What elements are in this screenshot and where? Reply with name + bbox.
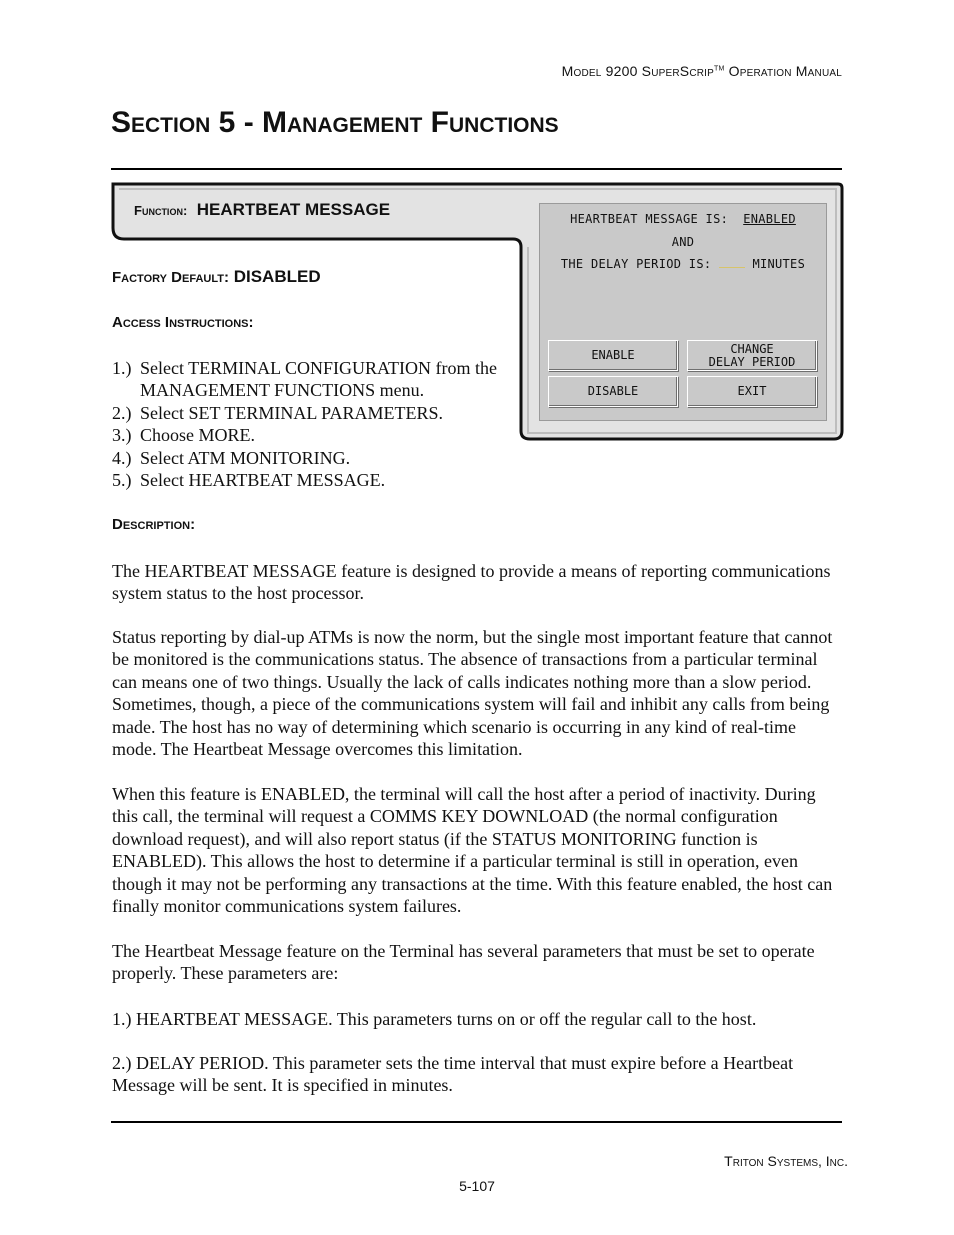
access-instructions-heading: Access Instructions: — [112, 314, 254, 331]
step-text: Select HEARTBEAT MESSAGE. — [140, 470, 386, 491]
running-title-text: Model 9200 SuperScrip — [561, 63, 715, 79]
list-item — [112, 402, 520, 424]
top-rule — [111, 168, 842, 170]
delay-value-blank — [719, 257, 745, 268]
access-steps — [112, 357, 520, 491]
step-text: Select TERMINAL CONFIGURATION from the MANAGEMENT FUNCTIONS menu. — [140, 358, 497, 401]
description-paragraph: Status reporting by dial-up ATMs is now the norm, but the single most important feature that cannot be monitored is the communications status. The absence of transactions from a particular terminal can means one of two things. Usually the lack of calls indicates nothing more than a slow period. Sometimes, though, a piece of the communications system will fail and inhibit any calls from being made. The host has no way of determining which scenario is occurring in any kind of real-time mode. The Heartbeat Message overcomes this limitation. — [112, 627, 833, 760]
list-item — [112, 357, 520, 402]
parameter-delay-period: 2.) DELAY PERIOD. This parameter sets the time interval that must expire before a Heartbeat Message will be sent. It is specified in minutes. — [112, 1053, 794, 1096]
running-title-text-end: Operation Manual — [724, 63, 842, 79]
function-label-key: Function: — [134, 203, 188, 218]
list-item — [112, 469, 520, 491]
description-paragraph: When this feature is ENABLED, the terminal will call the host after a period of inactivity. During this call, the terminal will request a COMMS KEY DOWNLOAD (the normal configuration download request), and will also report status (if the STATUS MONITORING function is ENABLED). This allows the host to determine if a particular terminal is still in operation, even though it may not be performing any transactions at the time. With this feature enabled, the host can finally monitor communications system failures. — [112, 784, 833, 917]
list-item — [112, 424, 520, 446]
parameter-heartbeat-message: 1.) HEARTBEAT MESSAGE. This parameters turns on or off the regular call to the host. — [112, 1009, 757, 1029]
factory-default-value: DISABLED — [233, 267, 321, 286]
function-name: HEARTBEAT MESSAGE — [196, 200, 391, 219]
list-item — [112, 447, 520, 469]
step-number: 2.) — [112, 402, 132, 423]
screen-line-status — [540, 212, 826, 226]
screen-line-and: AND — [671, 235, 695, 249]
section-title: Section 5 - Management Functions — [111, 106, 559, 139]
atm-screen — [539, 203, 827, 421]
step-number: 1.) — [112, 358, 132, 378]
enable-button[interactable]: ENABLE — [548, 340, 678, 371]
screen-delay-label: THE DELAY PERIOD IS: — [560, 257, 712, 271]
screen-status-label: HEARTBEAT MESSAGE IS: — [570, 212, 729, 226]
factory-default-label: Factory Default: — [112, 269, 229, 286]
factory-default — [112, 267, 321, 287]
screen-status-value: ENABLED — [743, 212, 796, 226]
description-heading: Description: — [112, 516, 196, 533]
bottom-rule — [111, 1121, 842, 1123]
step-text: Select ATM MONITORING. — [140, 447, 351, 468]
description-paragraph: The Heartbeat Message feature on the Terminal has several parameters that must be set to operate properly. These parameters are: — [112, 941, 815, 984]
change-delay-period-button[interactable]: CHANGE DELAY PERIOD — [687, 340, 817, 371]
step-number: 4.) — [112, 447, 132, 468]
step-text: Choose MORE. — [140, 425, 256, 446]
screen-line-delay — [540, 257, 826, 271]
running-header — [562, 63, 842, 79]
description-paragraph: The HEARTBEAT MESSAGE feature is designed to provide a means of reporting communications system status to the host processor. — [112, 561, 831, 604]
trademark-mark: TM — [714, 65, 725, 73]
exit-button[interactable]: EXIT — [687, 376, 817, 407]
screen-delay-unit: MINUTES — [752, 257, 806, 271]
page-number: 5-107 — [459, 1178, 495, 1194]
step-number: 3.) — [112, 425, 132, 446]
step-text: Select SET TERMINAL PARAMETERS. — [140, 402, 444, 423]
function-label — [134, 200, 390, 220]
description-label — [112, 516, 195, 533]
step-number: 5.) — [112, 470, 132, 491]
disable-button[interactable]: DISABLE — [548, 376, 678, 407]
access-instructions-label — [112, 314, 254, 331]
footer-company: Triton Systems, Inc. — [724, 1153, 848, 1169]
